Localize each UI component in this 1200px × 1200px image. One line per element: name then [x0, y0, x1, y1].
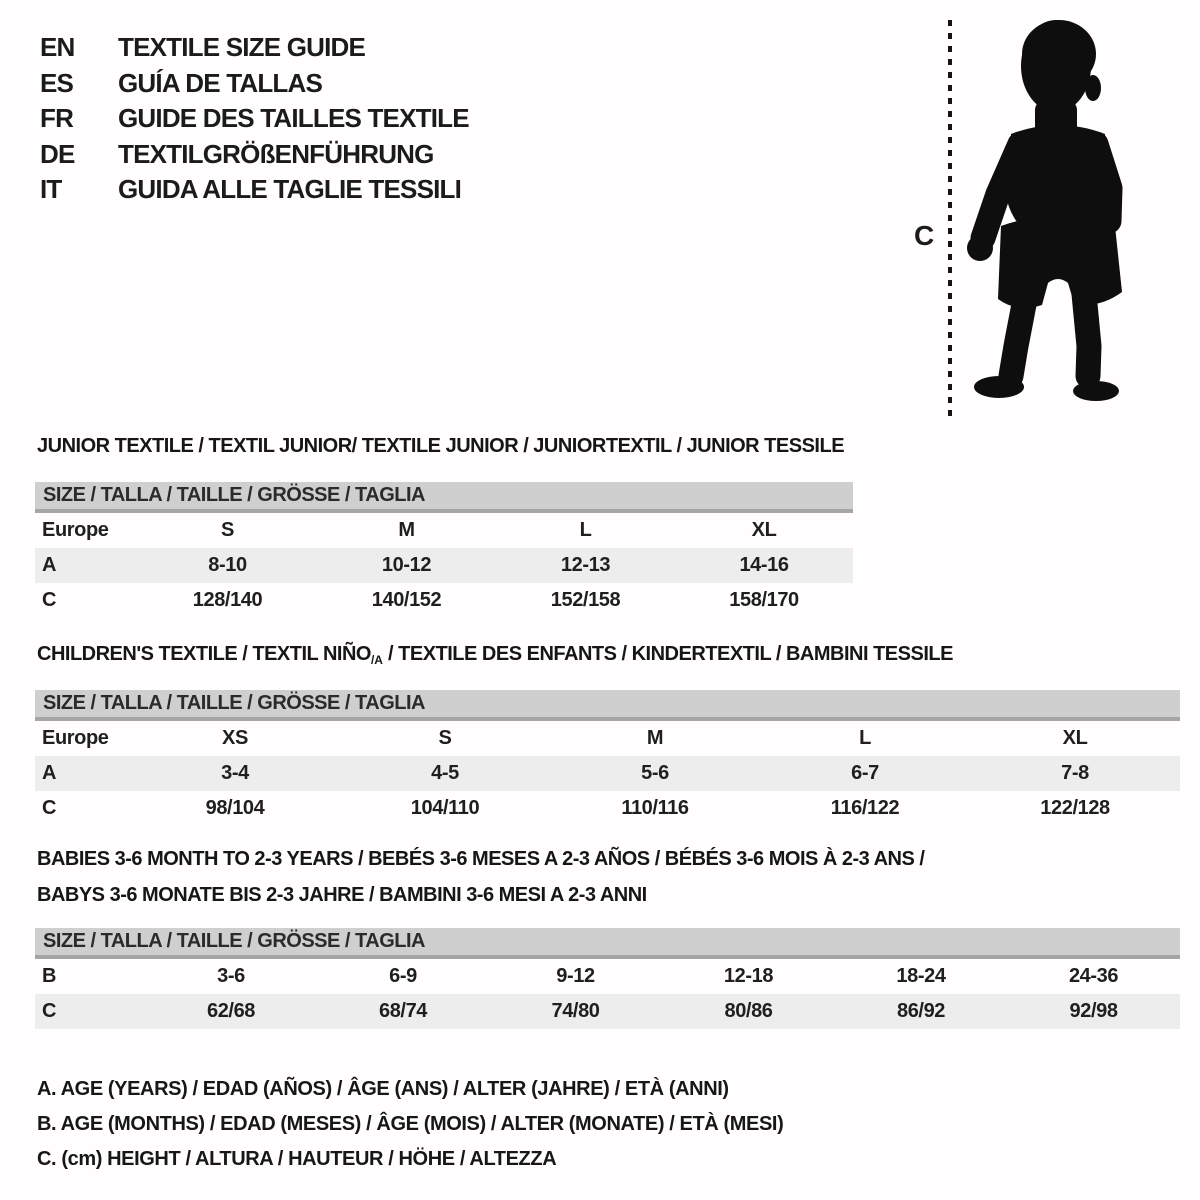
children-section-title: [37, 643, 953, 667]
toddler-silhouette-icon: [963, 16, 1133, 406]
age-cell: 18-24: [896, 965, 946, 987]
height-cell: 158/170: [729, 589, 799, 611]
row-label: Europe: [42, 727, 109, 749]
children-title-prefix: CHILDREN'S TEXTILE / TEXTIL NIÑO: [37, 643, 371, 665]
height-cell: 68/74: [378, 1000, 428, 1022]
language-row-it: [40, 172, 469, 208]
footnote-c-height-cm: C. (cm) HEIGHT / ALTURA / HAUTEUR / HÖHE / ALTEZZA: [37, 1148, 557, 1170]
size-header-bar: SIZE / TALLA / TAILLE / GRÖSSE / TAGLIA: [35, 482, 853, 511]
height-cell: 140/152: [371, 589, 442, 611]
height-measure-label: C: [914, 220, 934, 251]
height-cell: 128/140: [192, 589, 263, 611]
age-cell: 12-18: [723, 965, 774, 987]
height-cell: 80/86: [724, 1000, 773, 1022]
legend-footnotes: [37, 1072, 783, 1177]
language-row-de: [40, 137, 469, 173]
children-title-subscript: /A: [370, 653, 383, 667]
size-header-bar: SIZE / TALLA / TAILLE / GRÖSSE / TAGLIA: [35, 928, 1180, 957]
height-cell: 152/158: [550, 589, 621, 611]
age-cell: 14-16: [739, 554, 789, 576]
age-cell: 6-9: [389, 965, 417, 987]
language-code: ES: [40, 67, 74, 98]
size-cell: XS: [222, 727, 248, 749]
guide-title-es: GUÍA DE TALLAS: [118, 67, 323, 98]
height-cell: 122/128: [1040, 797, 1110, 819]
size-cell: L: [859, 727, 871, 749]
size-cell: M: [398, 519, 415, 541]
age-cell: 9-12: [556, 965, 595, 987]
table-row: [35, 719, 1180, 756]
table-row: [35, 994, 1180, 1029]
height-cell: 92/98: [1069, 1000, 1118, 1022]
age-cell: 3-4: [221, 762, 249, 784]
height-cell: 98/104: [205, 797, 265, 819]
table-row: [35, 511, 853, 548]
guide-title-it: GUIDA ALLE TAGLIE TESSILI: [118, 174, 462, 205]
row-label: A: [42, 762, 57, 784]
height-cell: 104/110: [410, 797, 480, 819]
size-cell: XL: [751, 519, 777, 541]
language-code: FR: [40, 103, 74, 134]
row-label: C: [42, 589, 57, 611]
age-cell: 3-6: [217, 965, 245, 987]
table-row: [35, 583, 853, 618]
size-header-bar: SIZE / TALLA / TAILLE / GRÖSSE / TAGLIA: [35, 690, 1180, 719]
age-cell: 10-12: [381, 554, 432, 576]
age-cell: 8-10: [208, 554, 247, 576]
row-label: B: [42, 965, 57, 987]
row-label: A: [42, 554, 57, 576]
age-cell: 12-13: [560, 554, 611, 576]
language-title-list: [40, 30, 469, 208]
language-row-en: [40, 30, 469, 66]
age-cell: 24-36: [1068, 965, 1119, 987]
size-cell: XL: [1062, 727, 1088, 749]
babies-title-line1: BABIES 3-6 MONTH TO 2-3 YEARS / BEBÉS 3-6 MESES A 2-3 AÑOS / BÉBÉS 3-6 MOIS À 2-3 ANS /: [37, 848, 925, 870]
height-cell: 74/80: [551, 1000, 600, 1022]
guide-title-fr: GUIDE DES TAILLES TEXTILE: [118, 103, 469, 134]
language-code: DE: [40, 138, 75, 169]
row-label: Europe: [42, 519, 109, 541]
size-cell: L: [579, 519, 592, 541]
row-label: C: [42, 1000, 57, 1022]
babies-size-table: [35, 928, 1180, 1029]
guide-title-en: TEXTILE SIZE GUIDE: [118, 32, 366, 63]
babies-section-title: [37, 841, 924, 913]
table-row: [35, 756, 1180, 791]
age-cell: 7-8: [1061, 762, 1089, 784]
footnote-a-age-years: A. AGE (YEARS) / EDAD (AÑOS) / ÂGE (ANS) / ALTER (JAHRE) / ETÀ (ANNI): [37, 1078, 729, 1100]
children-title-suffix: / TEXTILE DES ENFANTS / KINDERTEXTIL / BAMBINI TESSILE: [382, 643, 953, 665]
language-code: IT: [40, 174, 62, 205]
language-code: EN: [40, 32, 75, 63]
babies-title-line2: BABYS 3-6 MONATE BIS 2-3 JAHRE / BAMBINI 3-6 MESI A 2-3 ANNI: [37, 884, 647, 906]
language-row-fr: [40, 101, 469, 137]
guide-title-de: TEXTILGRÖßENFÜHRUNG: [118, 138, 434, 169]
height-cell: 116/122: [830, 797, 900, 819]
table-row: [35, 548, 853, 583]
size-cell: S: [438, 727, 452, 749]
footnote-b-age-months: B. AGE (MONTHS) / EDAD (MESES) / ÂGE (MOIS) / ALTER (MONATE) / ETÀ (MESI): [37, 1113, 784, 1135]
height-cell: 86/92: [896, 1000, 946, 1022]
junior-size-table: [35, 482, 853, 618]
table-row: [35, 791, 1180, 826]
age-cell: 5-6: [641, 762, 669, 784]
children-size-table: [35, 690, 1180, 826]
junior-section-title: JUNIOR TEXTILE / TEXTIL JUNIOR/ TEXTILE JUNIOR / JUNIORTEXTIL / JUNIOR TESSILE: [37, 435, 845, 457]
height-dashed-line: [948, 20, 952, 416]
height-cell: 62/68: [206, 1000, 256, 1022]
age-cell: 4-5: [431, 762, 459, 784]
height-cell: 110/116: [621, 797, 689, 819]
size-cell: M: [646, 727, 664, 749]
language-row-es: [40, 66, 469, 102]
size-cell: S: [221, 519, 234, 541]
age-cell: 6-7: [851, 762, 879, 784]
table-row: [35, 957, 1180, 994]
row-label: C: [42, 797, 57, 819]
